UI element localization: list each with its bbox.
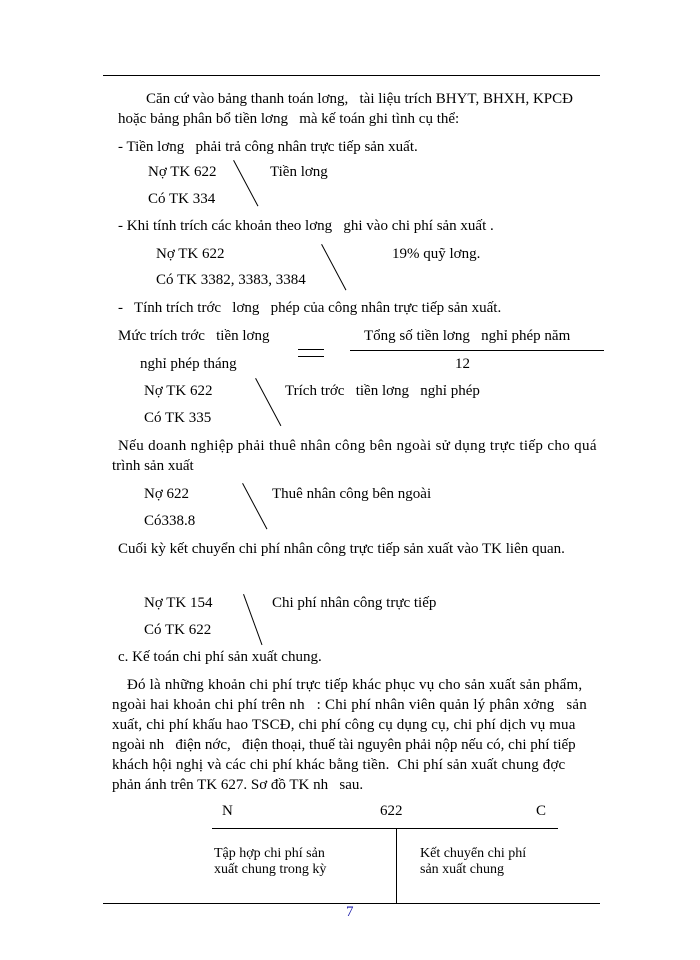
t-account-credit-side: C [536, 803, 547, 819]
formula-denominator: 12 [455, 356, 470, 372]
item3-label: Trích trớc tiền lơng nghỉ phép [285, 383, 480, 399]
section-c-para-line-4: ngoài nh điện nớc, điện thoại, thuế tài nguyên phải nộp nếu có, chi phí tiếp [112, 737, 576, 753]
item4-credit: Có338.8 [144, 513, 196, 529]
t-account-right-line-2: sản xuất chung [420, 862, 504, 877]
section-c-para-line-2: ngoài hai khoản chi phí trên nh : Chi phí nhân viên quản lý phân xởng sản [112, 697, 587, 713]
item3-credit: Có TK 335 [144, 410, 212, 426]
formula-left-line-2: nghỉ phép tháng [140, 356, 237, 372]
t-account-left-line-1: Tập hợp chi phí sản [214, 846, 325, 861]
item2-heading: - Khi tính trích các khoản theo lơng ghi vào chi phí sản xuất . [118, 218, 494, 234]
t-account-divider [396, 828, 397, 904]
item3-slash [255, 378, 281, 426]
item2-credit: Có TK 3382, 3383, 3384 [156, 272, 306, 288]
intro-line-1: Căn cứ vào bảng thanh toán lơng, tài liệu trích BHYT, BHXH, KPCĐ [146, 91, 573, 107]
item5-debit: Nợ TK 154 [144, 595, 213, 611]
t-account-number: 622 [380, 803, 403, 819]
item2-debit: Nợ TK 622 [156, 246, 225, 262]
section-c-heading: c. Kế toán chi phí sản xuất chung. [118, 649, 322, 665]
item5-label: Chi phí nhân công trực tiếp [272, 595, 437, 611]
page-number: 7 [346, 904, 354, 920]
item2-slash [321, 244, 346, 290]
item5-credit: Có TK 622 [144, 622, 212, 638]
item4-debit: Nợ 622 [144, 486, 190, 502]
section-c-para-line-5: khách hội nghị và các chi phí khác bằng tiền. Chi phí sản xuất chung đợc [112, 757, 566, 773]
section-c-para-line-3: xuất, chi phí khấu hao TSCĐ, chi phí công cụ dụng cụ, chi phí dịch vụ mua [112, 717, 576, 733]
item4-label: Thuê nhân công bên ngoài [272, 486, 432, 502]
fraction-bar [350, 350, 604, 351]
t-account-right-line-1: Kết chuyển chi phí [420, 846, 527, 861]
section-c-para-line-6: phản ánh trên TK 627. Sơ đồ TK nh sau. [112, 777, 364, 793]
formula-numerator: Tổng số tiền lơng nghỉ phép năm [364, 328, 571, 344]
item5-heading: Cuối kỳ kết chuyển chi phí nhân công trực tiếp sản xuất vào TK liên quan. [118, 541, 565, 557]
item1-debit: Nợ TK 622 [148, 164, 217, 180]
item4-heading-line-1: Nếu doanh nghiệp phải thuê nhân công bên ngoài sử dụng trực tiếp cho quá [118, 438, 597, 454]
item1-credit: Có TK 334 [148, 191, 216, 207]
t-account-debit-side: N [222, 803, 233, 819]
item4-slash [242, 483, 267, 529]
item2-label: 19% quỹ lơng. [392, 246, 481, 262]
header-rule [103, 75, 600, 76]
item3-heading: - Tính trích trớc lơng phép của công nhân trực tiếp sản xuất. [118, 300, 502, 316]
item1-slash [233, 160, 258, 206]
item5-slash [243, 594, 262, 645]
section-c-para-line-1: Đó là những khoản chi phí trực tiếp khác phục vụ cho sản xuất sản phẩm, [127, 677, 583, 693]
t-account-top-line [212, 828, 558, 829]
intro-line-2: hoặc bảng phân bổ tiền lơng mà kế toán ghi tình cụ thể: [118, 111, 460, 127]
item4-heading-line-2: trình sản xuất [112, 458, 194, 474]
formula-left-line-1: Mức trích trớc tiền lơng [118, 328, 270, 344]
t-account-left-line-2: xuất chung trong kỳ [214, 862, 327, 877]
equals-sign [298, 349, 324, 357]
item3-debit: Nợ TK 622 [144, 383, 213, 399]
item1-heading: - Tiền lơng phải trả công nhân trực tiếp sản xuất. [118, 139, 418, 155]
item1-label: Tiền lơng [270, 164, 328, 180]
